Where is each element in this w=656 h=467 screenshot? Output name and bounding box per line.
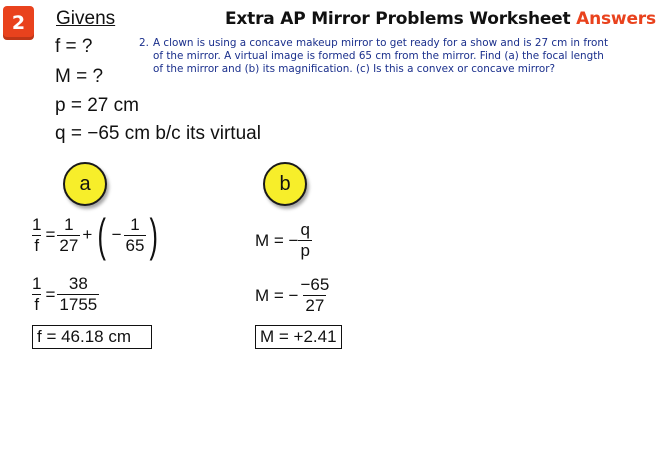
- minus-sign: −: [111, 225, 122, 244]
- numerator: 1: [32, 274, 42, 293]
- open-paren: (: [97, 209, 107, 261]
- given-object-distance: p = 27 cm: [55, 95, 139, 116]
- frac-one-over-27: [57, 215, 80, 256]
- equals-sign: =: [45, 284, 56, 304]
- part-b-equation-1: [255, 220, 312, 261]
- numerator: 38: [68, 274, 88, 293]
- part-a-equation-1: [30, 209, 162, 261]
- title-main: Extra AP Mirror Problems Worksheet: [225, 9, 571, 29]
- frac-one-over-f: [30, 274, 43, 315]
- plus-sign: +: [82, 225, 93, 244]
- givens-heading: Givens: [56, 8, 116, 29]
- denominator: 1755: [59, 295, 98, 314]
- part-a-answer-box: f = 46.18 cm: [32, 325, 152, 349]
- frac-38-over-1755: [57, 274, 99, 315]
- problem-number: 2.: [139, 37, 149, 49]
- frac-one-over-f: [30, 215, 43, 256]
- title-answers: Answers: [576, 9, 656, 29]
- denominator: f: [34, 295, 40, 314]
- part-b-label: b: [263, 162, 307, 206]
- part-b-equation-2: [255, 275, 331, 316]
- worksheet-title: [225, 9, 656, 29]
- frac-one-over-65: [124, 215, 147, 256]
- problem-statement: [139, 37, 615, 76]
- denominator: p: [300, 241, 310, 260]
- denominator: 27: [59, 235, 79, 255]
- denominator: f: [34, 235, 40, 255]
- problem-text: A clown is using a concave makeup mirror to get ready for a show and is 27 cm in front of the mirror. A virtual image is formed 65 cm from the mirror. Find (a) the focal length of the mirror and (b) its magnification. (c) Is this a convex or concave mirror?: [153, 37, 609, 75]
- numerator: −65: [300, 275, 330, 294]
- given-image-distance: q = −65 cm b/c its virtual: [55, 123, 261, 144]
- given-magnification: M = ?: [55, 66, 104, 87]
- part-a-equation-2: [30, 274, 99, 315]
- numerator: 1: [130, 214, 140, 234]
- numerator: q: [300, 220, 310, 239]
- magnification-lhs: M = −: [255, 285, 299, 305]
- given-focal-length: f = ?: [55, 36, 93, 57]
- numerator: 1: [64, 214, 74, 234]
- slide-number-badge: 2: [3, 6, 34, 40]
- magnification-lhs: M = −: [255, 230, 299, 250]
- denominator: 27: [305, 296, 325, 315]
- frac-neg65-over-27: [298, 275, 331, 316]
- numerator: 1: [32, 214, 42, 234]
- close-paren: ): [149, 209, 159, 261]
- frac-q-over-p: [298, 220, 311, 261]
- part-a-label: a: [63, 162, 107, 206]
- equals-sign: =: [45, 225, 56, 244]
- denominator: 65: [125, 235, 145, 255]
- part-b-answer-box: M = +2.41: [255, 325, 342, 349]
